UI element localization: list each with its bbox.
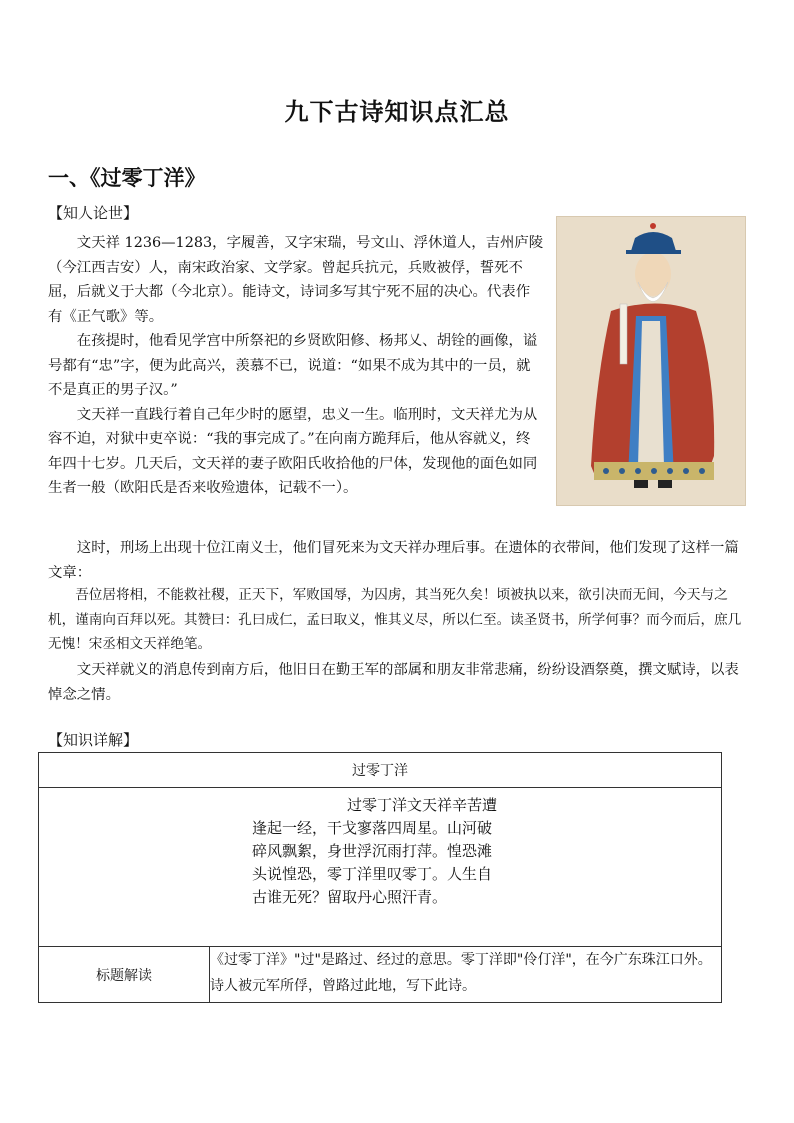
row-label: 标题解读 <box>39 947 210 1003</box>
bio-paragraph: 文天祥一直践行着自己年少时的愿望，忠义一生。临刑时，文天祥尤为从容不迫，对狱中吏卒说：“我的事完成了。”在向南方跪拜后，他从容就义，终年四十七岁。几天后，文天祥的妻子欧阳氏收拾他的尸体，发现他的面色如同生者一般（欧阳氏是否来收殓遗体，记载不一）。 <box>48 406 538 496</box>
table-header: 过零丁洋 <box>39 753 722 788</box>
bio-text <box>48 231 544 501</box>
page-title: 九下古诗知识点汇总 <box>284 98 510 126</box>
note-text <box>48 536 742 585</box>
memorial-paragraph: 吾位居将相，不能救社稷，正天下，军败国辱，为囚虏，其当死久矣！顷被执以来，欲引决而无间，今天与之机，谨南向百拜以死。其赞曰：孔曰成仁，孟曰取义，惟其义尽，所以仁至。读圣贤书，所学何事？而今而后，庶几无愧！宋丞相文天祥绝笔。 <box>48 587 742 652</box>
bio-paragraph: 在孩提时，他看见学宫中所祭祀的乡贤欧阳修、杨邦乂、胡铨的画像，谥号都有“忠”字，便为此高兴，羡慕不已，说道：“如果不成为其中的一员，就不是真正的男子汉。” <box>48 333 538 398</box>
poem-table <box>38 752 722 1003</box>
poem-line: 古谁无死？留取丹心照汗青。 <box>252 888 448 906</box>
poem-line: 碎风飘絮，身世浮沉雨打萍。惶恐滩 <box>252 842 493 860</box>
memorial-text <box>48 583 742 657</box>
bio-label: 【知人论世】 <box>48 204 139 222</box>
poem-text <box>39 788 721 909</box>
title-interpretation: 《过零丁洋》"过"是路过、经过的意思。零丁洋即"伶仃洋"，在今广东珠江口外。诗人被元军所俘，曾路过此地，写下此诗。 <box>210 947 722 1003</box>
wen-tianxiang-portrait <box>556 216 746 506</box>
section-heading: 一、《过零丁洋》 <box>48 165 206 190</box>
aftermath-text <box>48 658 742 707</box>
detail-label: 【知识详解】 <box>48 731 139 749</box>
poem-line: 逢起一经，干戈寥落四周星。山河破 <box>252 819 493 837</box>
bio-paragraph: 文天祥 1236—1283，字履善，又字宋瑞，号文山、浮休道人，吉州庐陵（今江西吉安）人，南宋政治家、文学家。曾起兵抗元，兵败被俘，誓死不屈，后就义于大都（今北京）。能诗文，诗词多写其宁死不屈的决心。代表作有《正气歌》等。 <box>48 235 544 325</box>
poem-line: 头说惶恐，零丁洋里叹零丁。人生自 <box>252 865 493 883</box>
note-paragraph: 这时，刑场上出现十位江南义士，他们冒死来为文天祥办理后事。在遗体的衣带间，他们发现了这样一篇文章： <box>48 540 739 581</box>
poem-line: 过零丁洋文天祥辛苦遭 <box>347 796 498 814</box>
aftermath-paragraph: 文天祥就义的消息传到南方后，他旧日在勤王军的部属和朋友非常悲痛，纷纷设酒祭奠，撰文赋诗，以表悼念之情。 <box>48 662 739 703</box>
poem-cell <box>39 788 722 947</box>
